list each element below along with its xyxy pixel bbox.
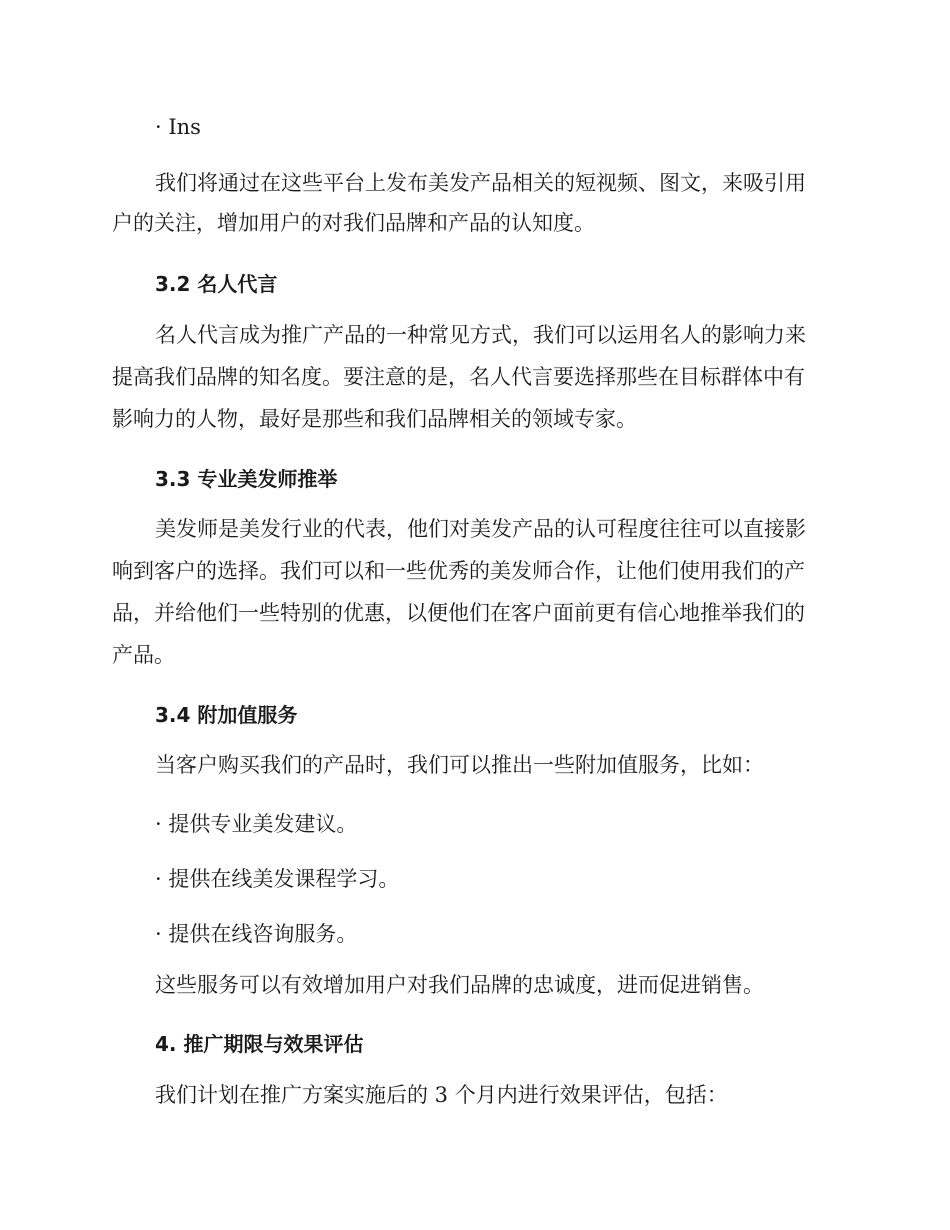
paragraph-3-line-1: 美发师是美发行业的代表，他们对美发产品的认可程度往往可以直接影 bbox=[155, 517, 806, 541]
paragraph-3-line-3: 品，并给他们一些特别的优惠，以便他们在客户面前更有信心地推举我们的 bbox=[112, 601, 805, 625]
paragraph-1-line-2: 户的关注，增加用户的对我们品牌和产品的认知度。 bbox=[112, 211, 595, 235]
paragraph-2-line-2: 提高我们品牌的知名度。要注意的是，名人代言要选择那些在目标群体中有 bbox=[112, 365, 805, 389]
paragraph-3-line-2: 响到客户的选择。我们可以和一些优秀的美发师合作，让他们使用我们的产 bbox=[112, 559, 805, 583]
bullet-item-2: · 提供在线美发课程学习。 bbox=[155, 867, 400, 891]
heading-3-3: 3.3 专业美发师推举 bbox=[155, 467, 338, 491]
paragraph-6: 我们计划在推广方案实施后的 3 个月内进行效果评估，包括： bbox=[155, 1083, 728, 1107]
paragraph-3-line-4: 产品。 bbox=[112, 643, 175, 667]
heading-3-4: 3.4 附加值服务 bbox=[155, 703, 298, 727]
paragraph-5: 这些服务可以有效增加用户对我们品牌的忠诚度，进而促进销售。 bbox=[155, 973, 764, 997]
paragraph-2-line-3: 影响力的人物，最好是那些和我们品牌相关的领域专家。 bbox=[112, 407, 637, 431]
paragraph-2-line-1: 名人代言成为推广产品的一种常见方式，我们可以运用名人的影响力来 bbox=[155, 323, 806, 347]
heading-3-2: 3.2 名人代言 bbox=[155, 272, 278, 296]
paragraph-1-line-1: 我们将通过在这些平台上发布美发产品相关的短视频、图文，来吸引用 bbox=[155, 171, 806, 195]
bullet-ins: · Ins bbox=[155, 115, 201, 139]
bullet-item-1: · 提供专业美发建议。 bbox=[155, 812, 358, 836]
bullet-item-3: · 提供在线咨询服务。 bbox=[155, 922, 358, 946]
heading-4: 4. 推广期限与效果评估 bbox=[155, 1032, 364, 1056]
paragraph-4: 当客户购买我们的产品时，我们可以推出一些附加值服务，比如： bbox=[155, 753, 764, 777]
